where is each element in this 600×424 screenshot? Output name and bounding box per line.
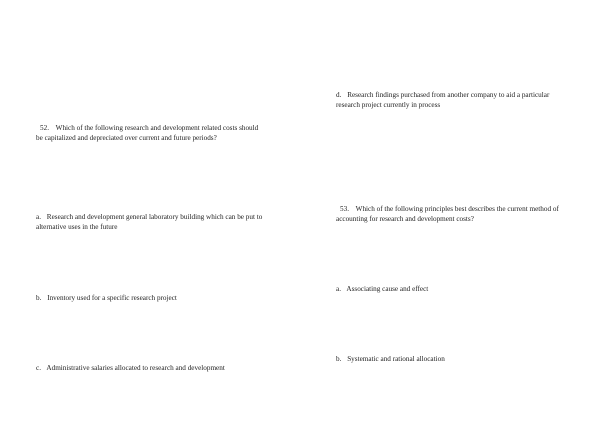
question-53 — [336, 205, 566, 224]
q53-option-b-text: Systematic and rational allocation — [347, 355, 445, 363]
option-a-text: Research and development general laboratory building which can be put to alternative uses in the future — [36, 213, 263, 231]
option-c-letter: c. — [36, 364, 41, 372]
option-b-text: Inventory used for a specific research project — [47, 294, 177, 302]
question-52-number: 52. — [40, 124, 49, 132]
option-b-letter: b. — [36, 294, 42, 302]
q53-option-b-letter: b. — [336, 355, 342, 363]
option-c-text: Administrative salaries allocated to research and development — [46, 364, 225, 372]
question-52 — [36, 124, 266, 143]
question-52-option-b — [36, 294, 266, 304]
right-column — [336, 0, 566, 424]
question-52-option-a — [36, 213, 266, 232]
question-53-number: 53. — [340, 205, 349, 213]
q53-option-a-text: Associating cause and effect — [346, 285, 429, 293]
left-column — [36, 0, 266, 424]
question-52-text: Which of the following research and development related costs should be capitalized and depreciated over current and future periods? — [36, 124, 259, 142]
question-53-option-b — [336, 355, 566, 365]
option-d-letter: d. — [336, 91, 342, 99]
q53-option-a-letter: a. — [336, 285, 341, 293]
option-d-text: Research findings purchased from another company to aid a particular research project currently in process — [336, 91, 550, 109]
question-53-text: Which of the following principles best describes the current method of accounting for research and development costs? — [336, 205, 559, 223]
question-53-option-a — [336, 285, 566, 295]
question-52-option-c — [36, 364, 266, 374]
option-a-letter: a. — [36, 213, 41, 221]
question-51-option-d — [336, 91, 566, 110]
